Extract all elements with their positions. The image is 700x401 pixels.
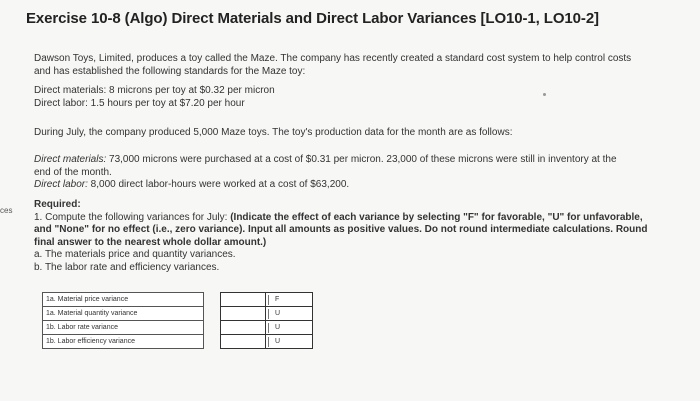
row-label: 1b. Labor rate variance [43, 321, 204, 335]
intro-line-1: Dawson Toys, Limited, produces a toy called the Maze. The company has recently created a standard cost system to help control costs [34, 53, 632, 64]
amount-input[interactable] [221, 293, 266, 307]
production-materials-label: Direct materials: [34, 154, 107, 165]
answer-table [42, 292, 313, 349]
required-part-b: b. The labor rate and efficiency variances. [34, 261, 220, 273]
standards-block [34, 85, 674, 110]
dropdown-icon [268, 309, 273, 319]
required-q1-instructions-3: final answer to the nearest whole dollar amount.) [34, 236, 267, 248]
required-q1-instructions: (Indicate the effect of each variance by selecting "F" for favorable, "U" for unfavorable, [230, 211, 643, 223]
standard-materials: Direct materials: 8 microns per toy at $0.32 per micron [34, 85, 275, 96]
production-labor [34, 179, 674, 192]
table-row [43, 335, 313, 349]
required-part-a: a. The materials price and quantity variances. [34, 249, 236, 260]
required-q1 [34, 212, 674, 225]
production-data [34, 154, 674, 192]
row-label: 1a. Material quantity variance [43, 307, 204, 321]
dropdown-icon [268, 295, 273, 305]
production-materials [34, 154, 674, 167]
amount-input[interactable] [221, 321, 266, 335]
table-row [43, 307, 313, 321]
amount-input[interactable] [221, 307, 266, 321]
required-block [34, 199, 674, 274]
page-title: Exercise 10-8 (Algo) Direct Materials and Direct Labor Variances [LO10-1, LO10-2] [26, 10, 599, 27]
effect-select[interactable]: U [266, 321, 313, 335]
standard-labor: Direct labor: 1.5 hours per toy at $7.20 per hour [34, 97, 245, 109]
intro-paragraph [34, 53, 674, 78]
dropdown-icon [268, 323, 273, 333]
amount-input[interactable] [221, 335, 266, 349]
effect-select[interactable]: F [266, 293, 313, 307]
required-heading: Required: [34, 199, 81, 210]
cursor-dot [543, 93, 546, 96]
row-label: 1b. Labor efficiency variance [43, 335, 204, 349]
effect-select[interactable]: U [266, 335, 313, 349]
table-row [43, 293, 313, 307]
production-labor-label: Direct labor: [34, 179, 88, 190]
july-statement: During July, the company produced 5,000 Maze toys. The toy's production data for the month are as follows: [34, 127, 513, 138]
dropdown-icon [268, 337, 273, 347]
effect-select[interactable]: U [266, 307, 313, 321]
row-label: 1a. Material price variance [43, 293, 204, 307]
production-materials-cont: end of the month. [34, 166, 112, 178]
side-tab-label[interactable]: ces [0, 206, 13, 215]
production-labor-text: 8,000 direct labor-hours were worked at a cost of $63,200. [87, 179, 350, 190]
table-row [43, 321, 313, 335]
required-q1-plain: 1. Compute the following variances for July: [34, 211, 231, 223]
required-q1-instructions-2: and "None" for no effect (i.e., zero variance). Input all amounts as positive values. Do not round intermediate calculations. Round [34, 224, 648, 235]
production-materials-text: 73,000 microns were purchased at a cost of $0.31 per micron. 23,000 of these microns were still in inventory at the [106, 154, 617, 165]
intro-line-2: and has established the following standards for the Maze toy: [34, 65, 306, 77]
